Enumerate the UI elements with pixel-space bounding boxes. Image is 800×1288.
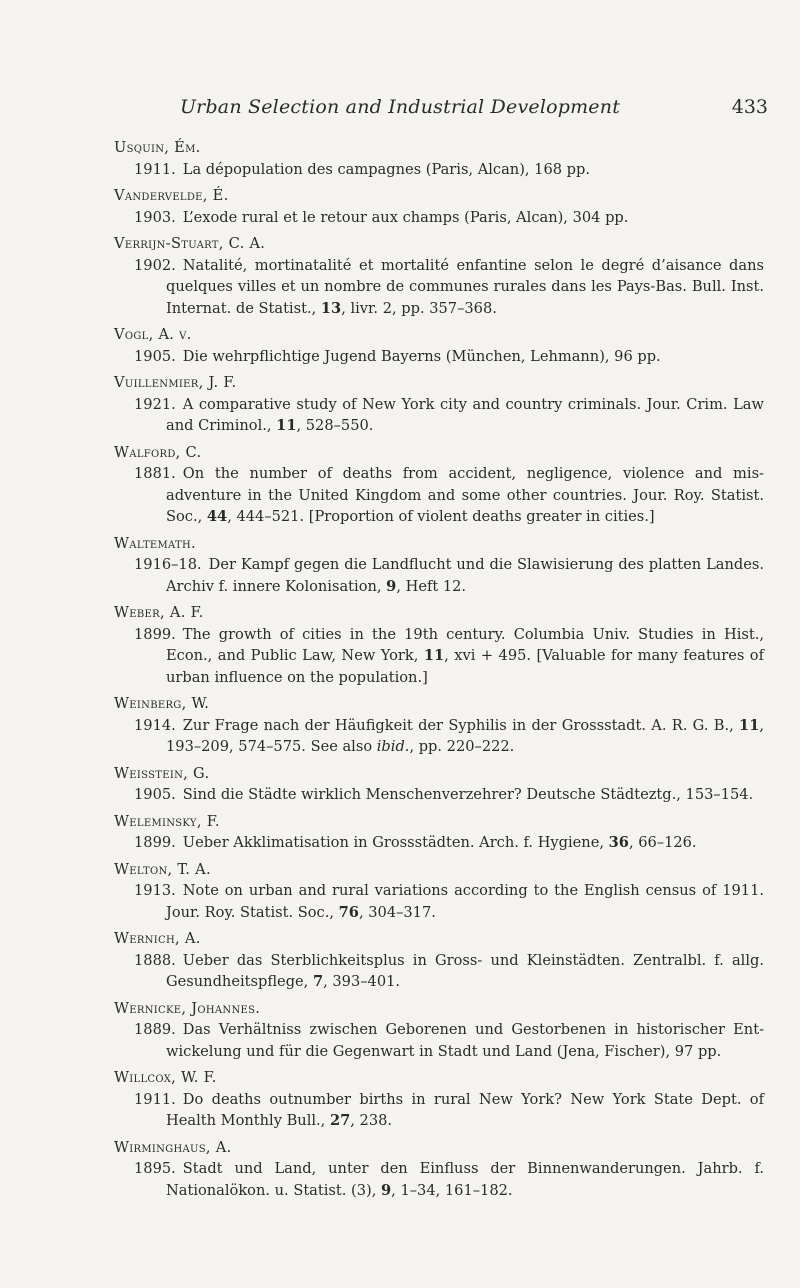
- entry-volume: 27: [329, 1112, 351, 1129]
- entry-author: Weber, A. F.: [114, 604, 204, 621]
- entry-author: Waltemath.: [114, 534, 196, 552]
- entry-reference: [114, 207, 764, 229]
- entry-reference: [114, 880, 764, 923]
- entry-year: 1911.: [134, 1090, 176, 1108]
- entry-volume: 9: [386, 577, 397, 595]
- entry-reference: [114, 950, 764, 993]
- bibliography-entry: [114, 185, 764, 228]
- entry-author: Verrijn-Stuart, C. A.: [114, 235, 266, 252]
- entry-text: Die wehrpflichtige Jugend Bayerns (München, Lehmann), 96 pp.: [182, 347, 661, 365]
- entry-text: Das Verhältniss zwischen Geborenen und Gestorbenen in historischer Ent-wickelung und für die Gegenwart in Stadt und Land (Jena, Fischer), 97 pp.: [166, 1021, 764, 1060]
- entry-reference: [114, 346, 764, 368]
- running-head: [0, 96, 800, 120]
- bibliography-entry: [114, 602, 764, 688]
- entry-author: Weleminsky, F.: [114, 812, 220, 830]
- entry-volume: 13: [320, 299, 342, 317]
- bibliography-entry: [114, 998, 764, 1063]
- entry-year: 1899.: [134, 625, 176, 643]
- entry-author: Wernicke, Johannes.: [114, 999, 261, 1017]
- bibliography-entry: [114, 372, 764, 437]
- entry-text: , pp. 220–222.: [409, 738, 515, 755]
- entry-text: , 444–521. [Proportion of violent deaths greater in cities.]: [227, 508, 655, 525]
- entry-reference: [114, 624, 764, 689]
- entry-reference: [114, 1158, 764, 1201]
- bibliography-entry: [114, 233, 764, 319]
- entry-volume: 76: [338, 903, 359, 921]
- entry-text: On the number of deaths from accident, negligence, violence and mis-adventure in the United Kingdom and some other countries. Jour. Roy. Statist. Soc.,: [166, 465, 764, 525]
- entry-text: , livr. 2, pp. 357–368.: [341, 299, 497, 317]
- entry-text: , xvi + 495. [Valuable for many features of urban influence on the population.]: [166, 647, 764, 686]
- entry-text: Der Kampf gegen die Landflucht und die Slawisierung des platten Landes. Archiv f. innere Kolonisation,: [166, 556, 764, 595]
- entry-year: 1916–18.: [134, 556, 202, 573]
- bibliography-entry: [114, 1067, 764, 1132]
- entry-year: 1905.: [134, 347, 176, 365]
- entry-text: , Heft 12.: [396, 577, 467, 595]
- entry-text: The growth of cities in the 19th century. Columbia Univ. Studies in Hist., Econ., and Public Law, New York,: [166, 625, 764, 664]
- entry-author: Willcox, W. F.: [114, 1069, 217, 1086]
- entry-author: Weisstein, G.: [114, 764, 210, 782]
- bibliography-entry: [114, 811, 764, 854]
- bibliography-entry: [114, 1137, 764, 1202]
- entry-text: , 1–34, 161–182.: [391, 1181, 513, 1199]
- bibliography-entry: [114, 859, 764, 924]
- entry-year: 1903.: [134, 208, 176, 226]
- entry-year: 1905.: [134, 786, 176, 803]
- entry-text: Stadt und Land, unter den Einfluss der Binnenwanderungen. Jahrb. f. Nationalökon. u. Statist. (3),: [166, 1160, 764, 1199]
- entry-text: , 304–317.: [358, 903, 436, 921]
- entry-year: 1913.: [134, 882, 176, 899]
- entry-year: 1902.: [134, 256, 176, 274]
- entry-volume: 11: [276, 417, 297, 434]
- entry-text: , 393–401.: [323, 973, 401, 990]
- entry-text: Zur Frage nach der Häufigkeit der Syphilis in der Grossstadt. A. R. G. B.,: [182, 716, 740, 734]
- entry-year: 1914.: [134, 716, 176, 734]
- bibliography-entry: [114, 533, 764, 598]
- entry-year: 1889.: [134, 1021, 176, 1038]
- entry-author: Vandervelde, É.: [114, 187, 229, 204]
- bibliography-entry: [114, 693, 764, 758]
- entry-reference: [114, 255, 764, 320]
- entry-reference: [114, 1089, 764, 1132]
- entry-reference: [114, 394, 764, 437]
- entry-volume: 44: [206, 508, 228, 525]
- entry-reference: [114, 1019, 764, 1062]
- entry-text: , 193–209, 574–575. See also: [166, 716, 764, 755]
- entry-text: Natalité, mortinatalité et mortalité enfantine selon le degré d’aisance dans quelques villes et un nombre de communes rurales dans les Pays-Bas. Bull. Inst. Internat. de Statist.,: [166, 256, 764, 317]
- entry-year: 1899.: [134, 834, 176, 851]
- entry-reference: [114, 784, 764, 806]
- entry-volume: 36: [608, 834, 629, 851]
- entry-volume: 11: [423, 647, 445, 664]
- entry-text: Sind die Städte wirklich Menschenverzehrer? Deutsche Städteztg., 153–154.: [182, 786, 754, 803]
- entry-text: L’exode rural et le retour aux champs (Paris, Alcan), 304 pp.: [182, 208, 629, 226]
- running-title: Urban Selection and Industrial Development: [179, 96, 621, 118]
- entry-author: Wernich, A.: [114, 930, 201, 947]
- entry-author: Vogl, A. v.: [114, 326, 192, 343]
- entry-year: 1881.: [134, 465, 176, 482]
- entry-author: Welton, T. A.: [114, 860, 211, 878]
- entry-reference: [114, 554, 764, 597]
- entry-reference: [114, 463, 764, 528]
- entry-volume: 9: [381, 1181, 392, 1199]
- entry-text: Ueber das Sterblichkeitsplus in Gross- und Kleinstädten. Zentralbl. f. allg. Gesundheitspflege,: [166, 951, 764, 990]
- entry-year: 1895.: [134, 1160, 176, 1177]
- entry-reference: [114, 832, 764, 854]
- entry-year: 1921.: [134, 395, 176, 413]
- entry-author: Vuillenmier, J. F.: [114, 374, 237, 391]
- entry-ibid: ibid.: [376, 738, 410, 755]
- bibliography-entry: [114, 763, 764, 806]
- entry-text: , 238.: [350, 1112, 393, 1129]
- entry-text: La dépopulation des campagnes (Paris, Alcan), 168 pp.: [182, 160, 590, 178]
- entry-text: , 66–126.: [628, 834, 697, 851]
- entry-volume: 11: [739, 716, 760, 734]
- entry-year: 1888.: [134, 951, 176, 969]
- entry-year: 1911.: [134, 160, 176, 178]
- bibliography-entry: [114, 928, 764, 993]
- entry-author: Walford, C.: [114, 443, 202, 461]
- entry-text: A comparative study of New York city and country criminals. Jour. Crim. Law and Criminol.,: [166, 395, 764, 434]
- entry-text: Do deaths outnumber births in rural New York? New York State Dept. of Health Monthly Bull.,: [166, 1090, 764, 1129]
- entry-reference: [114, 159, 764, 181]
- entry-reference: [114, 715, 764, 758]
- entry-volume: 7: [312, 973, 324, 990]
- entry-text: Note on urban and rural variations according to the English census of 1911. Jour. Roy. Statist. Soc.,: [166, 882, 764, 921]
- entry-author: Weinberg, W.: [114, 695, 210, 712]
- bibliography-entry: [114, 442, 764, 528]
- bibliography-entry: [114, 324, 764, 367]
- entry-author: Usquin, Ém.: [114, 139, 201, 156]
- page-number: 433: [731, 96, 768, 118]
- entry-text: , 528–550.: [296, 417, 374, 434]
- entry-text: Ueber Akklimatisation in Grossstädten. Arch. f. Hygiene,: [182, 834, 609, 851]
- bibliography-entry: [114, 137, 764, 180]
- bibliography-list: [114, 137, 764, 1206]
- entry-author: Wirminghaus, A.: [114, 1138, 232, 1156]
